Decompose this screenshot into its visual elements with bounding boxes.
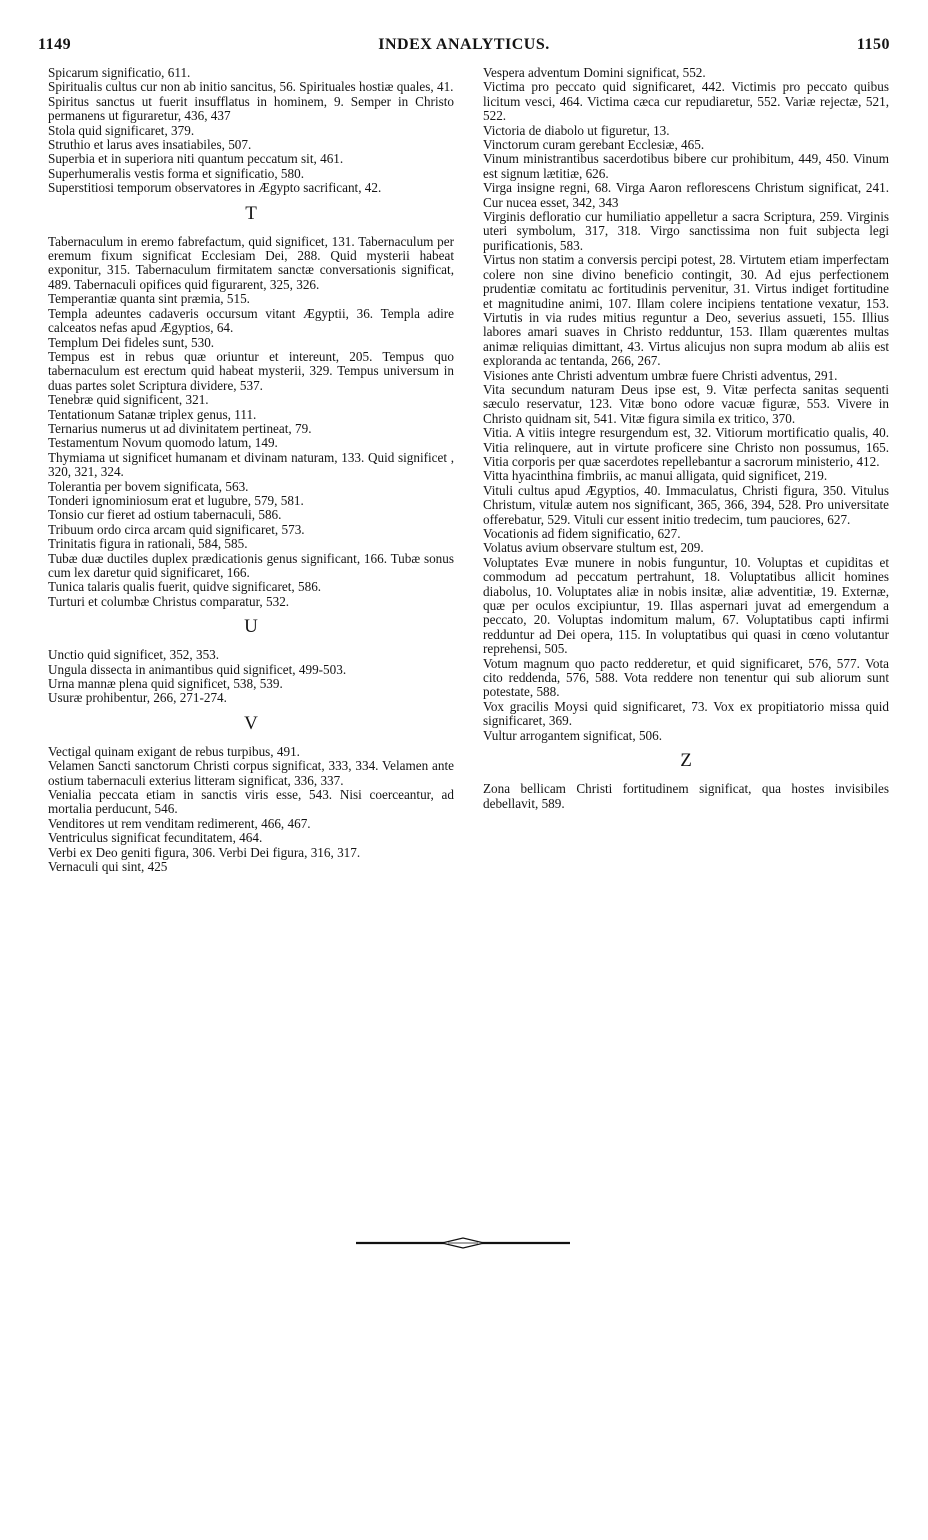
index-entry: Stola quid significaret, 379. xyxy=(48,122,195,138)
end-ornament-rule xyxy=(356,1237,570,1249)
index-entry: Victoria de diabolo ut figuretur, 13. xyxy=(483,122,670,138)
index-entry: Tabernaculum in eremo fabrefactum, quid significet, 131. Tabernaculum per eremum fixum significat Ecclesiam Dei, 288. Quid mysterii habeat exponitur, 315. Tabernaculum firmitatem sanctæ conversationis significat, 489. Tabernaculi opifices quid figurarent, 325, 326. xyxy=(48,233,454,292)
index-entry: Thymiama ut significet humanam et divinam naturam, 133. Quid significet , 320, 321, 324. xyxy=(48,449,454,480)
index-entry: Victima pro peccato quid significaret, 442. Victimis pro peccato quibus licitum vesci, 464. Victima cæca cur repudiaretur, 552. Variæ rejectæ, 521, 522. xyxy=(483,79,889,124)
index-entry: Venialia peccata etiam in sanctis viris esse, 543. Nisi coerceantur, ad mortalia perducunt, 546. xyxy=(48,787,454,817)
index-entry: Spiritus sanctus ut fuerit insufflatus in hominem, 9. Semper in Christo permanens ut figuraretur, 436, 437 xyxy=(48,93,454,124)
index-column-right xyxy=(483,66,889,811)
index-entry: Vinctorum curam gerebant Ecclesiæ, 465. xyxy=(483,137,705,153)
index-entry: Unctio quid significet, 352, 353. xyxy=(48,647,220,663)
index-entry: Zona bellicam Christi fortitudinem significat, qua hostes invisibiles debellavit, 589. xyxy=(483,781,889,811)
index-entry: Temperantiæ quanta sint præmia, 515. xyxy=(48,291,250,307)
index-entry: Ungula dissecta in animantibus quid significet, 499-503. xyxy=(48,661,347,677)
section-letter: V xyxy=(244,712,258,734)
index-entry: Verbi ex Deo geniti figura, 306. Verbi Dei figura, 316, 317. xyxy=(48,844,361,860)
index-entry: Ternarius numerus ut ad divinitatem pertineat, 79. xyxy=(48,420,312,436)
index-entry: Voluptates Evæ munere in nobis funguntur, 10. Voluptas et cupiditas et commodum ad peccatum pertrahunt, 18. Voluptatibus allicit homines diabolus, 10. Voluptates aliæ in nobis insitæ, aliæ adventitiæ, 19. Externæ, quæ per oculos excipiuntur, 19. Illas aspernari juvat ad emergendum a peccato, 20. Voluptas indomitum malum, 67. Voluptatibus capti infirmi redduntur ad Dei opera, 115. In voluptatibus qui quasi in cœno volutantur reprehensi, 505. xyxy=(483,554,889,657)
index-entry: Venditores ut rem venditam redimerent, 466, 467. xyxy=(48,815,311,831)
index-entry: Usuræ prohibentur, 266, 271-274. xyxy=(48,690,227,706)
index-entry: Tentationum Satanæ triplex genus, 111. xyxy=(48,406,257,422)
index-entry: Vernaculi qui sint, 425 xyxy=(48,859,168,875)
running-title: INDEX ANALYTICUS. xyxy=(378,36,550,53)
section-letter: Z xyxy=(680,750,692,772)
index-entry: Vita secundum naturam Deus ipse est, 9. Vitæ perfecta sanitas sequenti sæculo reservatur, 123. Vitæ bono odore vacuæ figuræ, 553. Vivere in Christo quidnam sit, 541. Vitæ figura simila ex tritico, 370. xyxy=(483,381,889,426)
section-letter: T xyxy=(245,202,257,224)
index-entry: Tunica talaris qualis fuerit, quidve significaret, 586. xyxy=(48,579,322,595)
index-entry: Trinitatis figura in rationali, 584, 585. xyxy=(48,536,248,552)
index-entry: Vitta hyacinthina fimbriis, ac manui alligata, quid significet, 219. xyxy=(483,468,828,484)
index-entry: Superstitiosi temporum observatores in Ægypto sacrificant, 42. xyxy=(48,180,382,196)
index-entry: Ventriculus significat fecunditatem, 464. xyxy=(48,830,263,846)
page-number-left: 1149 xyxy=(38,36,72,53)
index-entry: Tenebræ quid significent, 321. xyxy=(48,392,209,408)
page-number-right: 1150 xyxy=(856,36,890,53)
index-entry: Vultur arrogantem significat, 506. xyxy=(483,727,663,743)
index-entry: Virginis defloratio cur humiliatio appelletur a sacra Scriptura, 259. Virginis uteri symbolum, 317, 318. Virgo sanctissima non fuit subjecta legi purificationis, 583. xyxy=(483,209,889,253)
index-entry: Volatus avium observare stultum est, 209. xyxy=(483,540,704,556)
index-entry: Turturi et columbæ Christus comparatur, 532. xyxy=(48,593,290,609)
index-entry: Vituli cultus apud Ægyptios, 40. Immaculatus, Christi figura, 350. Vitulus Christum, vitulæ autem nos significant, 365, 366, 394, 528. Pro universitate offerebatur, 529. Vituli cur essent initio tredecim, tum pauciores, 627. xyxy=(483,482,889,527)
index-entry: Tempus est in rebus quæ oriuntur et intereunt, 205. Tempus quo tabernaculum est erectum quid habeat mysterii, 329. Tempus universum in duas partes solet Scriptura dividere, 537. xyxy=(48,348,454,393)
index-entry: Tolerantia per bovem significata, 563. xyxy=(48,478,249,494)
index-entry: Vespera adventum Domini significat, 552. xyxy=(483,65,706,80)
index-entry: Virtus non statim a conversis percipi potest, 28. Virtutem etiam imperfectam colere non sine divino beneficio contingit, 30. Ad ejus perfectionem prudentiæ comitatu ac fortitudinis pervenitur, 31. Virtus indiget fortitudine et magnitudine animi, 107. Illam colere incipiens tentatione vexatur, 153. Virtutis in via rudes mitius reguntur a Deo, severius assueti, 155. Illius labores amari suaves in Christo redduntur, 153. Illam quærentes multas animæ reliquias dimittant, 43. Virtus alicujus non supra modum ab aliis est exploranda ac tentanda, 266, 267. xyxy=(483,252,889,369)
index-entry: Superbia et in superiora niti quantum peccatum sit, 461. xyxy=(48,151,344,167)
index-entry: Vox gracilis Moysi quid significaret, 73. Vox ex propitiatorio missa quid significaret, 369. xyxy=(483,698,889,729)
index-entry: Vectigal quinam exigant de rebus turpibus, 491. xyxy=(48,743,300,759)
index-column-left xyxy=(48,66,454,875)
index-entry: Struthio et larus aves insatiabiles, 507. xyxy=(48,137,252,153)
index-entry: Tonsio cur fieret ad ostium tabernaculi, 586. xyxy=(48,507,282,523)
index-entry: Tubæ duæ ductiles duplex prædicationis genus significant, 166. Tubæ sonus cum lex daretur quid significaret, 166. xyxy=(48,550,454,580)
index-entry: Templa adeuntes cadaveris occursum vitant Ægyptii, 36. Templa adire calceatos nefas apud Ægyptios, 64. xyxy=(48,305,454,336)
index-entry: Vinum ministrantibus sacerdotibus bibere cur prohibitum, 449, 450. Vinum est signum lætitiæ, 626. xyxy=(483,151,889,181)
index-entry: Velamen Sancti sanctorum Christi corpus significat, 333, 334. Velamen ante ostium tabernaculi exterius litteram significat, 336, 337. xyxy=(48,758,454,788)
index-entry: Virga insigne regni, 68. Virga Aaron reflorescens Christum significat, 241. Cur nucea esset, 342, 343 xyxy=(483,180,889,210)
index-entry: Templum Dei fideles sunt, 530. xyxy=(48,334,215,350)
index-entry: Spicarum significatio, 611. xyxy=(48,65,191,80)
section-letter: U xyxy=(244,616,258,638)
index-entry: Spiritualis cultus cur non ab initio sancitus, 56. Spirituales hostiæ quales, 41. xyxy=(48,79,454,95)
page-header xyxy=(38,36,890,58)
index-entry: Visiones ante Christi adventum umbræ fuere Christi adventus, 291. xyxy=(483,367,838,383)
index-entry: Urna mannæ plena quid significet, 538, 539. xyxy=(48,676,283,692)
index-entry: Testamentum Novum quomodo latum, 149. xyxy=(48,435,278,451)
index-entry: Superhumeralis vestis forma et significatio, 580. xyxy=(48,165,305,181)
index-entry: Tribuum ordo circa arcam quid significaret, 573. xyxy=(48,521,305,537)
index-entry: Votum magnum quo pacto redderetur, et quid significaret, 576, 577. Vota cito reddenda, 576, 588. Vota reddere non tenentur qui sub aliorum sunt potestate, 588. xyxy=(483,655,889,700)
index-entry: Tonderi ignominiosum erat et lugubre, 579, 581. xyxy=(48,492,304,508)
index-entry: Vitia. A vitiis integre resurgendum est, 32. Vitiorum mortificatio qualis, 40. Vitia relinquere, aut in virtute proficere sine Christo non possumus, 165. Vitia corporis per quæ sacerdotes repellebantur a sacrorum ministerio, 412. xyxy=(483,425,889,469)
index-entry: Vocationis ad fidem significatio, 627. xyxy=(483,526,681,541)
